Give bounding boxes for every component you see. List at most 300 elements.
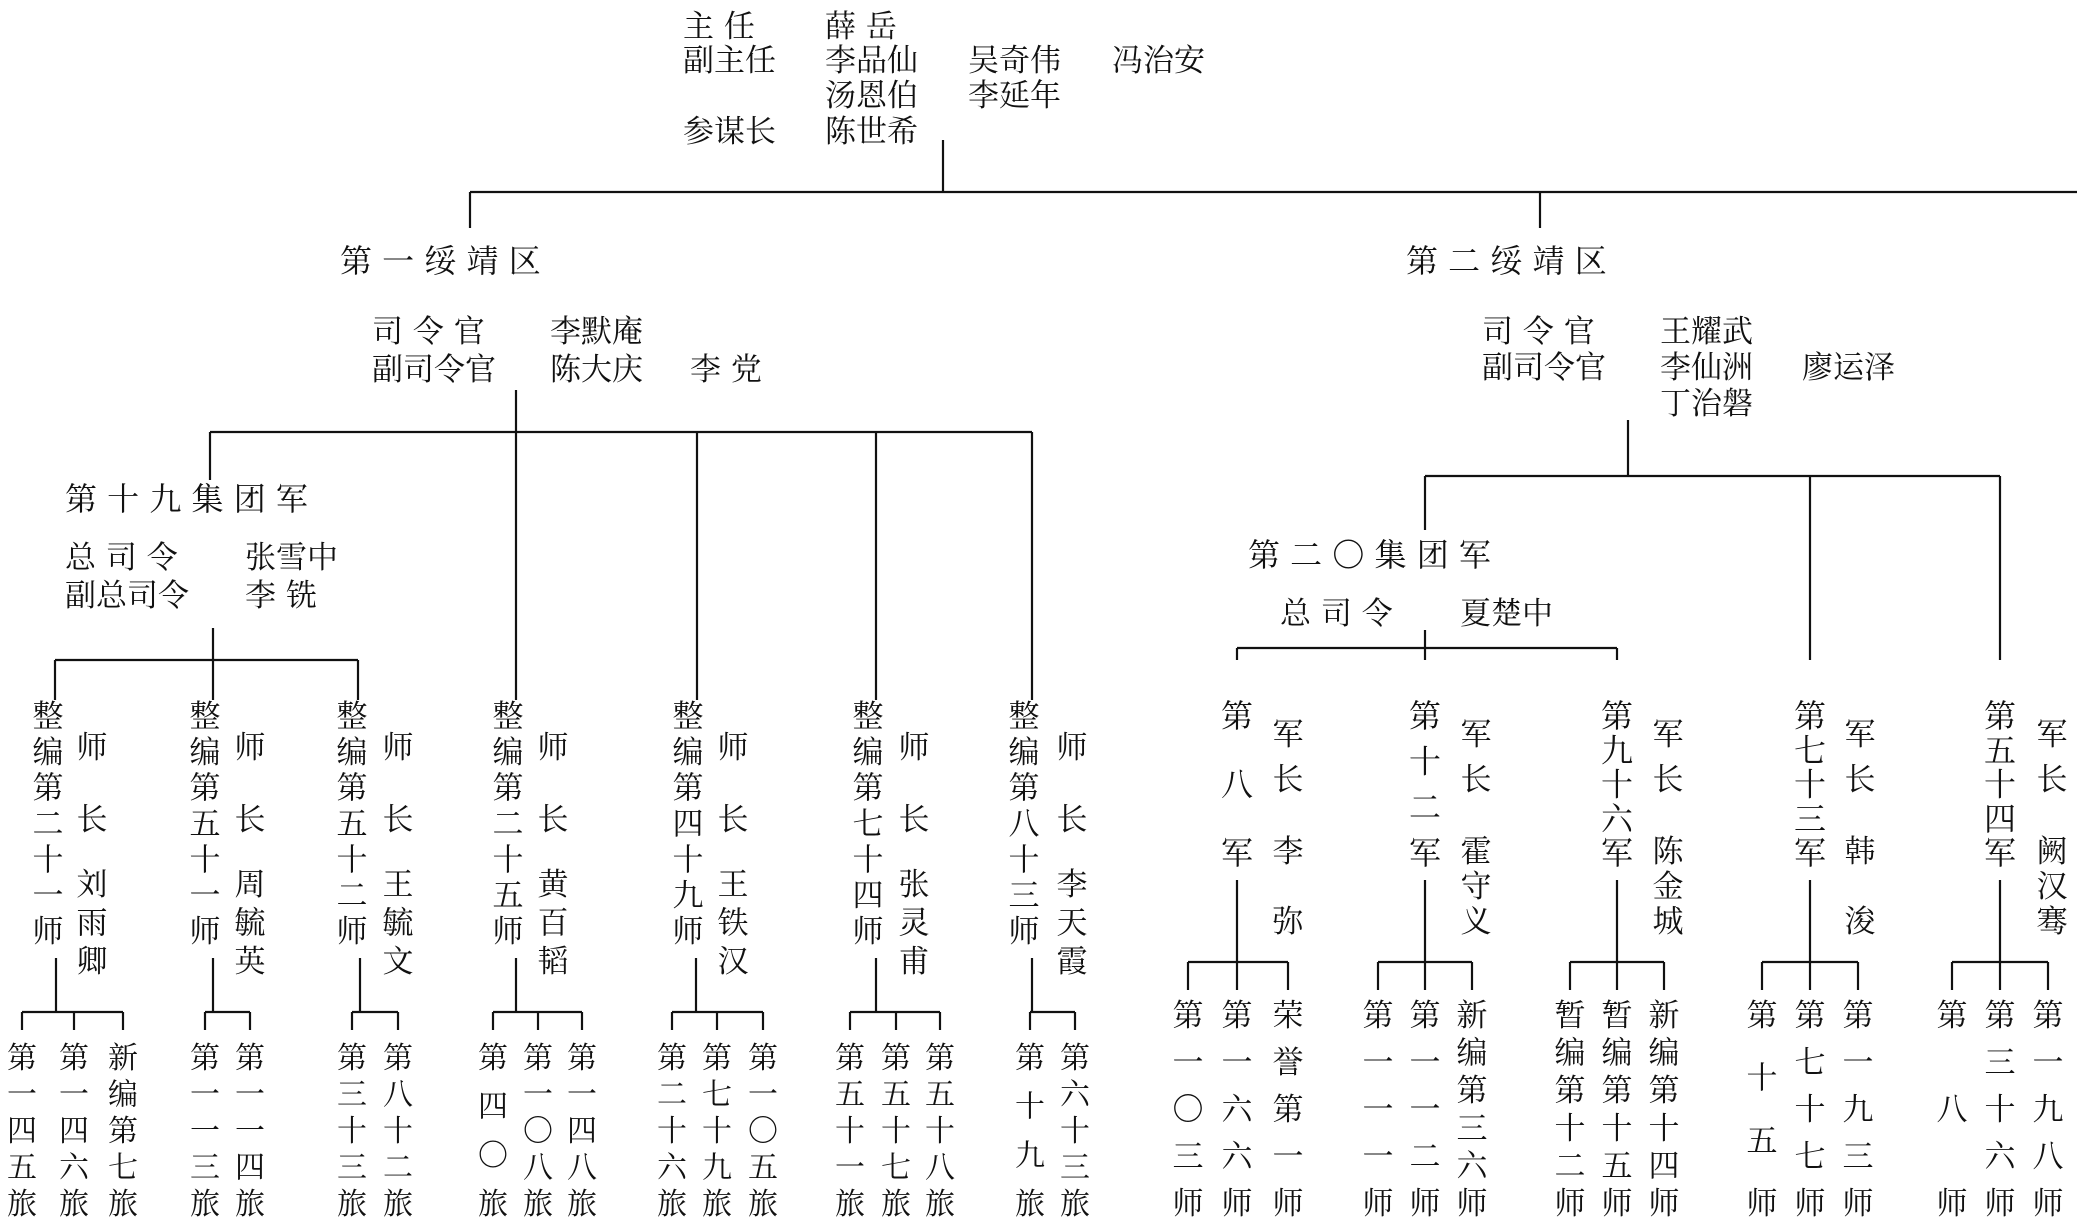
glyph: 十 [835, 1114, 865, 1149]
army-role-label [1653, 717, 1684, 798]
glyph: 八 [1220, 765, 1254, 804]
division-commander-label [383, 867, 415, 980]
glyph: 编 [672, 734, 704, 771]
zone-1-officer: 李 党 [690, 352, 762, 388]
glyph: 一 [59, 1077, 89, 1113]
glyph: 长 [382, 802, 414, 838]
glyph: 七 [1794, 1045, 1826, 1081]
glyph: 编 [1601, 1035, 1633, 1072]
glyph: 八 [1936, 1092, 1968, 1128]
glyph: 第 [702, 1041, 732, 1076]
glyph: 十 [32, 842, 64, 879]
glyph: 周 [234, 867, 266, 903]
glyph: 三 [337, 1077, 367, 1113]
zone-2-officer: 李仙洲 [1660, 350, 1753, 386]
glyph: 七 [881, 1150, 911, 1186]
brigade-label [108, 1041, 138, 1222]
glyph: 九 [1015, 1138, 1045, 1174]
zone-title-1: 第 一 绥 靖 区 [340, 242, 541, 280]
glyph: 第 [567, 1041, 597, 1076]
glyph: 旅 [748, 1187, 778, 1222]
glyph: 王 [382, 867, 414, 903]
sub-division-label [1937, 998, 1968, 1222]
glyph: 十 [383, 1114, 413, 1149]
glyph: 一 [235, 1114, 265, 1149]
glyph: 军 [1220, 834, 1254, 872]
glyph: 四 [7, 1114, 37, 1149]
glyph: 第 [108, 1114, 138, 1149]
glyph: 旅 [1015, 1187, 1045, 1222]
glyph: 师 [1362, 1186, 1394, 1222]
glyph: 军 [2036, 717, 2068, 753]
glyph: 二 [336, 878, 368, 915]
glyph: 第 [189, 770, 221, 807]
glyph: 七 [108, 1150, 138, 1186]
glyph: 韬 [537, 944, 569, 980]
glyph: 编 [492, 734, 524, 771]
glyph: 第 [59, 1041, 89, 1076]
group-1-officer: 副总司令 [65, 578, 189, 614]
glyph: 旅 [337, 1187, 367, 1222]
glyph: 整 [852, 699, 884, 735]
glyph: 师 [898, 730, 930, 766]
glyph: 三 [1008, 878, 1040, 915]
glyph: 第 [1983, 697, 2017, 735]
glyph: 一 [189, 878, 221, 915]
glyph: 一 [1409, 1045, 1441, 1081]
glyph: 第 [492, 770, 524, 807]
glyph: 天 [1056, 905, 1088, 942]
army-role-label [1461, 717, 1492, 798]
zone-1-officer: 司 令 官 [372, 314, 485, 350]
glyph: 十 [1060, 1114, 1090, 1149]
glyph: 第 [2032, 998, 2064, 1034]
glyph: 编 [336, 734, 368, 771]
brigade-label [748, 1041, 778, 1222]
glyph: 弥 [1272, 904, 1304, 940]
army-unit-label [1794, 697, 1826, 872]
glyph: 新 [108, 1041, 138, 1076]
glyph: 整 [32, 699, 64, 735]
glyph: 第 [1984, 998, 2016, 1034]
glyph: 二 [492, 806, 524, 843]
glyph: 师 [1221, 1186, 1253, 1222]
glyph: 旅 [478, 1187, 508, 1222]
glyph: 三 [337, 1150, 367, 1186]
division-commander-label [77, 867, 108, 980]
glyph: 第 [657, 1041, 687, 1076]
glyph: 师 [1008, 914, 1040, 950]
zone-2-officer: 司 令 官 [1482, 314, 1595, 350]
glyph: 张 [898, 867, 930, 903]
glyph: 八 [2032, 1139, 2064, 1175]
hq-text: 李品仙 [825, 43, 918, 79]
division-unit-label [33, 699, 64, 950]
glyph: 第 [1409, 998, 1441, 1034]
glyph: 义 [1460, 904, 1492, 940]
glyph: 军 [1600, 834, 1634, 872]
glyph: 旅 [523, 1187, 553, 1222]
glyph: 四 [672, 806, 704, 843]
glyph: 五 [925, 1077, 955, 1113]
glyph: 霍 [1460, 834, 1492, 870]
glyph: 雨 [76, 905, 108, 942]
glyph: 第 [1936, 998, 1968, 1034]
army-role-label [2037, 717, 2068, 798]
glyph: 七 [852, 806, 884, 843]
sub-division-label [1985, 998, 2017, 1222]
glyph: 毓 [234, 905, 266, 942]
brigade-label [337, 1041, 367, 1222]
army-unit-label [1601, 697, 1634, 872]
sub-division-label [1602, 998, 1633, 1222]
glyph: 十 [1746, 1060, 1778, 1097]
glyph: 霞 [1056, 944, 1088, 980]
glyph: 长 [537, 802, 569, 838]
glyph: 一 [835, 1150, 865, 1186]
glyph: 第 [925, 1041, 955, 1076]
glyph: 李 [1056, 867, 1088, 903]
glyph: 第 [1456, 1073, 1488, 1110]
sub-division-label [1649, 998, 1680, 1222]
glyph: 守 [1460, 869, 1492, 905]
glyph: 第 [1272, 1092, 1304, 1128]
brigade-label [835, 1041, 865, 1222]
glyph: 旅 [190, 1187, 220, 1222]
glyph: 军 [1460, 717, 1492, 753]
glyph: 新 [1648, 998, 1680, 1034]
glyph: 旅 [881, 1187, 911, 1222]
glyph: 四 [478, 1089, 508, 1125]
division-commander-label [899, 867, 930, 980]
glyph: 旅 [702, 1187, 732, 1222]
army-unit-label [1984, 697, 2016, 872]
brigade-label [925, 1041, 955, 1222]
glyph: 暂 [1554, 998, 1586, 1034]
glyph: 七 [702, 1077, 732, 1113]
glyph: 十 [189, 842, 221, 879]
glyph: 师 [672, 914, 704, 950]
glyph: 七 [1793, 731, 1827, 770]
glyph: 三 [1793, 799, 1827, 838]
zone-1-officer: 陈大庆 [550, 352, 643, 388]
glyph: 一 [748, 1077, 778, 1113]
glyph: 六 [1060, 1077, 1090, 1113]
group-1-officer: 总 司 令 [65, 540, 178, 576]
glyph: 第 [672, 770, 704, 807]
glyph: 第 [1842, 998, 1874, 1034]
sub-division-label [1843, 998, 1874, 1222]
glyph: 〇 [748, 1114, 778, 1149]
glyph: 一 [523, 1077, 553, 1113]
glyph: 旅 [925, 1187, 955, 1222]
glyph: 长 [898, 802, 930, 838]
glyph: 卿 [76, 944, 108, 980]
glyph: 第 [1601, 1073, 1633, 1110]
glyph: 十 [1984, 1092, 2016, 1128]
glyph: 九 [702, 1150, 732, 1186]
glyph: 四 [852, 878, 884, 915]
glyph: 九 [1842, 1092, 1874, 1128]
glyph: 第 [1221, 998, 1253, 1034]
sub-division-label [1457, 998, 1489, 1222]
glyph: 第 [1746, 998, 1778, 1034]
group-1-officer: 李 铣 [245, 578, 317, 614]
glyph: 师 [1746, 1186, 1778, 1222]
glyph: 长 [2036, 762, 2068, 798]
glyph: 长 [1844, 762, 1876, 798]
glyph: 城 [1652, 904, 1684, 940]
sub-division-label [1273, 998, 1304, 1222]
glyph: 军 [1652, 717, 1684, 753]
glyph: 第 [835, 1041, 865, 1076]
glyph: 第 [881, 1041, 911, 1076]
glyph: 第 [852, 770, 884, 807]
glyph: 编 [1008, 734, 1040, 771]
brigade-label [59, 1041, 90, 1222]
division-commander-label [538, 867, 571, 980]
glyph: 浚 [1844, 904, 1876, 940]
division-commander-label [718, 867, 749, 980]
glyph: 八 [925, 1150, 955, 1186]
glyph: 四 [1983, 799, 2017, 838]
glyph: 第 [1793, 697, 1827, 735]
glyph: 师 [1456, 1186, 1488, 1222]
glyph: 五 [189, 806, 221, 843]
glyph: 黄 [537, 867, 569, 903]
glyph: 旅 [108, 1187, 138, 1222]
glyph: 五 [492, 878, 524, 915]
glyph: 文 [382, 944, 414, 980]
glyph: 十 [657, 1114, 687, 1149]
glyph: 〇 [478, 1138, 508, 1174]
sub-division-label [1173, 998, 1204, 1222]
glyph: 第 [383, 1041, 413, 1076]
glyph: 编 [1648, 1035, 1680, 1072]
glyph: 十 [1601, 1110, 1633, 1147]
hq-text: 汤恩伯 [825, 78, 918, 114]
glyph: 八 [567, 1150, 597, 1186]
army-commander-label [1273, 834, 1305, 940]
group-title-2: 第 二 〇 集 团 军 [1248, 536, 1491, 574]
glyph: 二 [1409, 1139, 1441, 1175]
glyph: 师 [1554, 1186, 1586, 1222]
glyph: 铁 [717, 905, 749, 942]
glyph: 第 [1015, 1041, 1045, 1076]
army-unit-label [1221, 697, 1253, 872]
glyph: 编 [32, 734, 64, 771]
army-commander-label [1845, 834, 1876, 940]
glyph: 第 [32, 770, 64, 807]
division-role-label [718, 730, 749, 838]
glyph: 一 [1221, 1045, 1253, 1081]
glyph: 一 [2032, 1045, 2064, 1081]
glyph: 六 [1221, 1139, 1253, 1175]
sub-division-label [1410, 998, 1441, 1222]
glyph: 六 [59, 1150, 89, 1186]
sub-division-label [1747, 998, 1778, 1222]
glyph: 十 [1554, 1110, 1586, 1147]
glyph: 百 [537, 905, 569, 942]
glyph: 刘 [76, 867, 108, 903]
glyph: 五 [835, 1077, 865, 1113]
glyph: 陈 [1652, 834, 1684, 870]
brigade-label [1060, 1041, 1091, 1222]
glyph: 长 [1652, 762, 1684, 798]
glyph: 师 [32, 914, 64, 950]
division-unit-label [190, 699, 221, 950]
hq-text: 参谋长 [683, 114, 776, 150]
glyph: 三 [1842, 1139, 1874, 1175]
group-1-officer: 张雪中 [245, 540, 338, 576]
glyph: 师 [336, 914, 368, 950]
glyph: 师 [1936, 1186, 1968, 1222]
glyph: 师 [1601, 1186, 1633, 1222]
division-role-label [383, 730, 414, 838]
glyph: 十 [1408, 742, 1442, 781]
zone-1-officer: 李默庵 [550, 314, 643, 350]
army-role-label [1273, 717, 1304, 798]
glyph: 第 [1794, 998, 1826, 1034]
glyph: 十 [881, 1114, 911, 1149]
glyph: 第 [1600, 697, 1634, 735]
hq-text: 冯治安 [1112, 43, 1205, 79]
glyph: 二 [383, 1150, 413, 1186]
glyph: 王 [717, 867, 749, 903]
hq-text: 陈世希 [825, 114, 918, 150]
glyph: 师 [1272, 1186, 1304, 1222]
glyph: 第 [1408, 697, 1442, 735]
glyph: 四 [1648, 1148, 1680, 1185]
glyph: 长 [1056, 802, 1088, 838]
glyph: 八 [383, 1077, 413, 1113]
glyph: 第 [337, 1041, 367, 1076]
glyph: 十 [1600, 765, 1634, 804]
glyph: 第 [190, 1041, 220, 1076]
army-role-label [1845, 717, 1876, 798]
connector-lines [22, 140, 2077, 1030]
glyph: 长 [717, 802, 749, 838]
hq-text: 吴奇伟 [968, 43, 1061, 79]
glyph: 一 [1362, 1092, 1394, 1128]
glyph: 五 [1983, 731, 2017, 770]
glyph: 整 [492, 699, 524, 735]
glyph: 十 [337, 1114, 367, 1149]
glyph: 整 [336, 699, 368, 735]
glyph: 师 [1409, 1186, 1441, 1222]
glyph: 新 [1456, 998, 1488, 1034]
glyph: 八 [523, 1150, 553, 1186]
glyph: 三 [190, 1150, 220, 1186]
glyph: 十 [1648, 1110, 1680, 1147]
glyph: 三 [1456, 1110, 1488, 1147]
glyph: 一 [7, 1077, 37, 1113]
glyph: 毓 [382, 905, 414, 942]
glyph: 军 [1793, 834, 1827, 872]
glyph: 八 [1008, 806, 1040, 843]
glyph: 师 [537, 730, 569, 766]
glyph: 九 [1600, 731, 1634, 770]
brigade-label [383, 1041, 413, 1222]
hq-text: 主 任 [683, 9, 755, 45]
glyph: 师 [76, 730, 108, 766]
glyph: 编 [108, 1077, 138, 1113]
glyph: 六 [1456, 1148, 1488, 1185]
glyph: 一 [1409, 1092, 1441, 1128]
division-role-label [538, 730, 569, 838]
glyph: 英 [234, 944, 266, 980]
glyph: 长 [234, 802, 266, 838]
group-title-1: 第 十 九 集 团 军 [65, 480, 308, 518]
glyph: 二 [657, 1077, 687, 1113]
hq-text: 副主任 [683, 43, 776, 79]
group-2-officer: 总 司 令 [1280, 596, 1393, 632]
glyph: 编 [1554, 1035, 1586, 1072]
brigade-label [657, 1041, 688, 1222]
glyph: 骞 [2036, 904, 2068, 940]
glyph: 整 [189, 699, 221, 735]
glyph: 十 [672, 842, 704, 879]
glyph: 师 [1842, 1186, 1874, 1222]
glyph: 韩 [1844, 834, 1876, 870]
brigade-label [702, 1041, 732, 1222]
division-role-label [899, 730, 930, 838]
division-unit-label [493, 699, 524, 950]
brigade-label [1015, 1041, 1045, 1222]
glyph: 七 [1794, 1139, 1826, 1175]
glyph: 一 [190, 1114, 220, 1149]
glyph: 旅 [567, 1187, 597, 1222]
glyph: 第 [1172, 998, 1204, 1034]
glyph: 九 [672, 878, 704, 915]
glyph: 十 [925, 1114, 955, 1149]
zone-title-2: 第 二 绥 靖 区 [1406, 242, 1607, 280]
glyph: 荣 [1272, 998, 1304, 1034]
glyph: 师 [382, 730, 414, 766]
glyph: 师 [1172, 1186, 1204, 1222]
glyph: 军 [1983, 834, 2017, 872]
glyph: 五 [1601, 1148, 1633, 1185]
glyph: 汉 [717, 944, 749, 980]
glyph: 旅 [657, 1187, 687, 1222]
sub-division-label [1363, 998, 1394, 1222]
glyph: 第 [478, 1041, 508, 1076]
glyph: 〇 [523, 1114, 553, 1149]
glyph: 十 [1794, 1092, 1826, 1128]
group-2-officer: 夏楚中 [1460, 596, 1553, 632]
glyph: 三 [1060, 1150, 1090, 1186]
glyph: 编 [189, 734, 221, 771]
glyph: 旅 [7, 1187, 37, 1222]
glyph: 四 [567, 1114, 597, 1149]
glyph: 师 [1984, 1186, 2016, 1222]
sub-division-label [1555, 998, 1586, 1222]
division-role-label [235, 730, 266, 838]
glyph: 四 [59, 1114, 89, 1149]
glyph: 第 [1648, 1073, 1680, 1110]
glyph: 五 [1746, 1123, 1778, 1160]
glyph: 一 [1272, 1139, 1304, 1175]
glyph: 一 [190, 1077, 220, 1113]
glyph: 师 [189, 914, 221, 950]
glyph: 第 [1008, 770, 1040, 807]
glyph: 灵 [898, 905, 930, 942]
army-commander-label [2037, 834, 2068, 940]
glyph: 第 [748, 1041, 778, 1076]
glyph: 九 [2032, 1092, 2064, 1128]
glyph: 整 [672, 699, 704, 735]
glyph: 三 [1172, 1139, 1204, 1175]
